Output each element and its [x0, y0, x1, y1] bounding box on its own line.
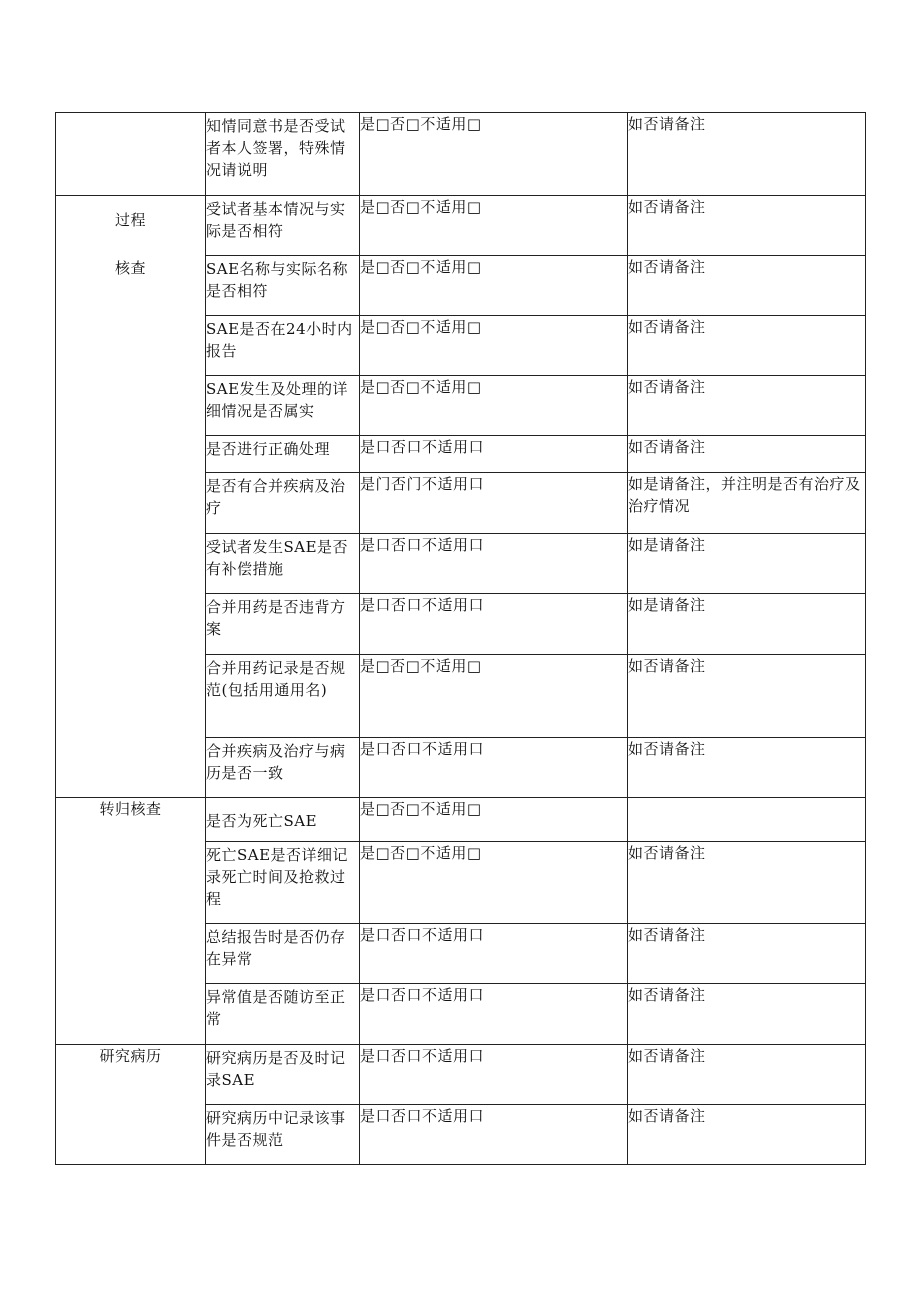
answer-options[interactable]: 是口否口不适用口 [360, 436, 628, 473]
answer-options[interactable]: 是□否□不适用□ [360, 655, 628, 738]
remark-cell[interactable]: 如否请备注 [628, 924, 866, 984]
check-item: 是否为死亡SAE [206, 798, 360, 842]
remark-cell[interactable]: 如否请备注 [628, 316, 866, 376]
remark-cell[interactable]: 如否请备注 [628, 376, 866, 436]
remark-cell[interactable] [628, 798, 866, 842]
check-item: 总结报告时是否仍存在异常 [206, 924, 360, 984]
remark-cell[interactable]: 如否请备注 [628, 738, 866, 798]
remark-cell[interactable]: 如是请备注，并注明是否有治疗及治疗情况 [628, 473, 866, 534]
section-cell-empty [56, 113, 206, 196]
remark-cell[interactable]: 如否请备注 [628, 1105, 866, 1165]
remark-cell[interactable]: 如否请备注 [628, 113, 866, 196]
check-item: 死亡SAE是否详细记录死亡时间及抢救过程 [206, 842, 360, 924]
check-item: 合并用药记录是否规范(包括用通用名) [206, 655, 360, 738]
remark-cell[interactable]: 如否请备注 [628, 196, 866, 256]
answer-options[interactable]: 是口否口不适用口 [360, 594, 628, 655]
check-item: 知情同意书是否受试者本人签署，特殊情况请说明 [206, 113, 360, 196]
check-item: 受试者发生SAE是否有补偿措施 [206, 534, 360, 594]
check-item: SAE发生及处理的详细情况是否属实 [206, 376, 360, 436]
answer-options[interactable]: 是口否口不适用口 [360, 534, 628, 594]
check-item: SAE名称与实际名称是否相符 [206, 256, 360, 316]
check-item: 受试者基本情况与实际是否相符 [206, 196, 360, 256]
answer-options[interactable]: 是□否□不适用□ [360, 376, 628, 436]
table-row [56, 1045, 866, 1105]
check-item: 是否进行正确处理 [206, 436, 360, 473]
remark-cell[interactable]: 如否请备注 [628, 655, 866, 738]
check-item: 是否有合并疾病及治疗 [206, 473, 360, 534]
answer-options[interactable]: 是门否门不适用口 [360, 473, 628, 534]
remark-cell[interactable]: 如是请备注 [628, 534, 866, 594]
answer-options[interactable]: 是□否□不适用□ [360, 256, 628, 316]
answer-options[interactable]: 是□否□不适用□ [360, 196, 628, 256]
remark-cell[interactable]: 如否请备注 [628, 842, 866, 924]
section-research-record: 研究病历 [56, 1045, 206, 1165]
answer-options[interactable]: 是□否□不适用□ [360, 798, 628, 842]
answer-options[interactable]: 是口否口不适用口 [360, 984, 628, 1045]
check-item: SAE是否在24小时内报告 [206, 316, 360, 376]
remark-cell[interactable]: 如否请备注 [628, 1045, 866, 1105]
sae-verification-table [55, 112, 866, 1165]
table-row [56, 798, 866, 842]
answer-options[interactable]: 是□否□不适用□ [360, 842, 628, 924]
remark-cell[interactable]: 如否请备注 [628, 436, 866, 473]
answer-options[interactable]: 是□否□不适用□ [360, 113, 628, 196]
answer-options[interactable]: 是口否口不适用口 [360, 924, 628, 984]
answer-options[interactable]: 是口否口不适用口 [360, 738, 628, 798]
check-item: 合并疾病及治疗与病历是否一致 [206, 738, 360, 798]
check-item: 研究病历中记录该事件是否规范 [206, 1105, 360, 1165]
check-item: 异常值是否随访至正常 [206, 984, 360, 1045]
check-item: 研究病历是否及时记录SAE [206, 1045, 360, 1105]
answer-options[interactable]: 是口否口不适用口 [360, 1105, 628, 1165]
table-row [56, 113, 866, 196]
table-row [56, 196, 866, 256]
remark-cell[interactable]: 如否请备注 [628, 984, 866, 1045]
section-process-check: 过程 核查 [56, 196, 206, 798]
remark-cell[interactable]: 如否请备注 [628, 256, 866, 316]
answer-options[interactable]: 是□否□不适用□ [360, 316, 628, 376]
section-outcome-check: 转归核查 [56, 798, 206, 1045]
check-item: 合并用药是否违背方案 [206, 594, 360, 655]
remark-cell[interactable]: 如是请备注 [628, 594, 866, 655]
answer-options[interactable]: 是口否口不适用口 [360, 1045, 628, 1105]
